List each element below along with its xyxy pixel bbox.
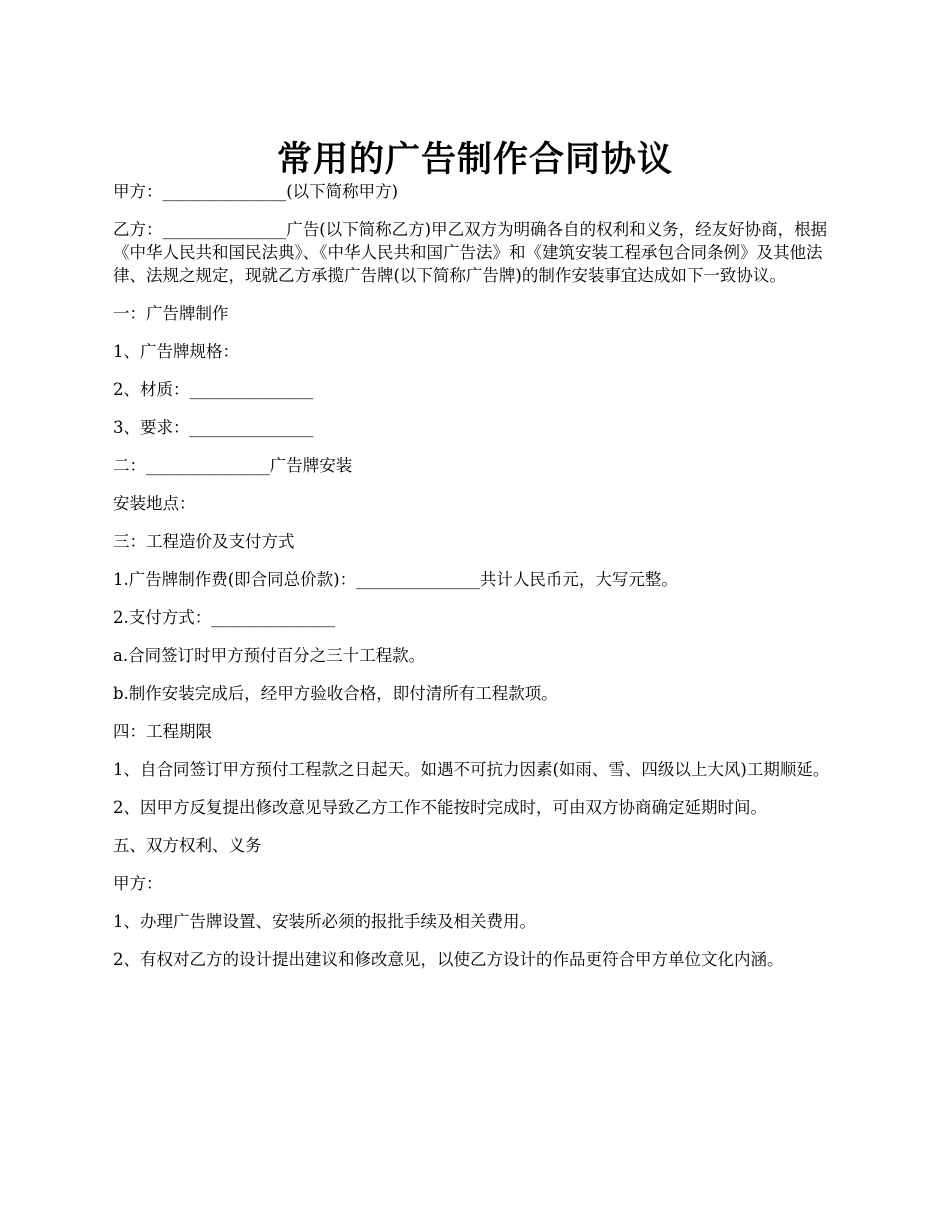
section-heading-1: 一：广告牌制作 [113,304,229,323]
party-a-line: 甲方：_______________(以下简称甲方) [113,182,399,201]
clause-payment-b: b.制作安装完成后，经甲方验收合格，即付清所有工程款项。 [113,684,558,703]
clause-install-location: 安装地点： [113,494,196,513]
clause-payment-method: 2.支付方式：_______________ [113,608,335,627]
party-b-intro-paragraph: 乙方：_______________广告(以下简称乙方)甲乙双方为明确各自的权利和义务，经友好协商，根据《中华人民共和国民法典》、《中华人民共和国广告法》和《建筑安装工程承包合同条例》及其他法律、法规之规定，现就乙方承揽广告牌(以下简称广告牌)的制作安装事宜达成如下一致协议。 [113,220,828,285]
party-a-duties-label: 甲方： [113,874,163,893]
clause-spec: 1、广告牌规格： [113,342,239,361]
party-a-duty-2: 2、有权对乙方的设计提出建议和修改意见，以使乙方设计的作品更符合甲方单位文化内涵。 [113,950,784,969]
section-heading-2: 二：_______________广告牌安装 [113,456,353,475]
section-heading-3: 三：工程造价及支付方式 [113,532,295,551]
clause-requirements: 3、要求：_______________ [113,418,314,437]
clause-material: 2、材质：_______________ [113,380,314,399]
document-body [113,180,843,986]
clause-duration-2: 2、因甲方反复提出修改意见导致乙方工作不能按时完成时，可由双方协商确定延期时间。 [113,798,767,817]
clause-payment-a: a.合同签订时甲方预付百分之三十工程款。 [113,646,426,665]
clause-total-price: 1.广告牌制作费(即合同总价款)：_______________共计人民币元，大写元整。 [113,570,678,589]
section-heading-5: 五、双方权利、义务 [113,836,262,855]
clause-duration-1: 1、自合同签订甲方预付工程款之日起天。如遇不可抗力因素(如雨、雪、四级以上大风)工期顺延。 [113,760,830,779]
section-heading-4: 四：工程期限 [113,722,212,741]
party-a-duty-1: 1、办理广告牌设置、安装所必须的报批手续及相关费用。 [113,912,536,931]
document-title: 常用的广告制作合同协议 [276,139,673,181]
